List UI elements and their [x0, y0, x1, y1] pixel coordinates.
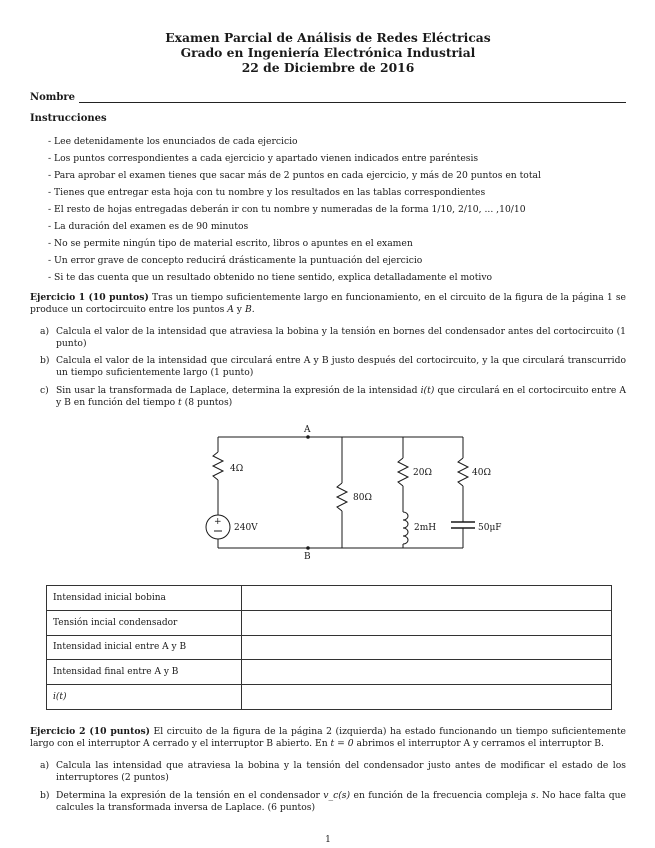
node-b-dot: [306, 546, 310, 550]
point-b: B: [244, 304, 252, 316]
node-a-dot: [306, 435, 310, 439]
instruction-item: - Para aprobar el examen tienes que sacar más de 2 puntos en cada ejercicio, y más de 20 puntos en total: [48, 170, 541, 181]
exercise-1-item-a: [40, 326, 626, 351]
label-2mh: 2mH: [414, 523, 437, 533]
exercise-2-text: El circuito de la figura de la página 2 (izquierda) ha estado funcionando un tiempo suficientemente largo con el interruptor A cerrado y el interruptor B abierto. En: [30, 726, 626, 750]
label-4-ohm: 4Ω: [230, 464, 244, 474]
instruction-item: - La duración del examen es de 90 minutos: [48, 221, 249, 232]
label-50uf: 50μF: [478, 523, 502, 533]
exam-page: [30, 0, 626, 845]
exercise-1-text: .: [251, 304, 255, 316]
label-240v: 240V: [234, 523, 258, 533]
plus-sign: +: [214, 517, 222, 527]
table-row: [47, 685, 612, 710]
name-row: [30, 92, 626, 103]
name-label: Nombre: [30, 92, 76, 103]
instruction-item: - Los puntos correspondientes a cada ejercicio y apartado vienen indicados entre paréntesis: [48, 153, 479, 164]
exercise-1-text: Tras un tiempo suficientemente largo en funcionamiento, en el circuito de la figura de la página 1 se produce un cortocircuito entre los puntos: [30, 292, 626, 316]
exercise-2-item-b: [40, 790, 626, 815]
instructions-list: [48, 133, 628, 286]
result-label: i(t): [47, 685, 242, 710]
table-row: [47, 586, 612, 611]
item-text: Calcula el valor de la intensidad que atraviesa la bobina y la tensión en bornes del condensador antes del cortocircuito (1 punto): [56, 326, 626, 350]
node-b-label: B: [304, 552, 311, 562]
answer-cell[interactable]: [242, 660, 612, 685]
table-row: [47, 610, 612, 635]
exercise-1-item-b: [40, 355, 626, 380]
node-a-label: A: [304, 425, 311, 435]
exercise-1-text: y: [233, 304, 245, 316]
item-label: c): [40, 385, 49, 396]
exercise-2-text: abrimos el interruptor A y cerramos el interruptor B.: [353, 738, 604, 750]
result-label: Tensión incial condensador: [47, 610, 242, 635]
item-label: a): [40, 760, 50, 771]
answer-cell[interactable]: [242, 610, 612, 635]
instruction-item: - Tienes que entregar esta hoja con tu nombre y los resultados en las tablas correspondientes: [48, 187, 486, 198]
item-text: Calcula el valor de la intensidad que circulará entre A y B justo después del cortocircuito, y la que circulará transcurrido un tiempo suficientemente largo (1 punto): [56, 355, 626, 379]
exam-title: Examen Parcial de Análisis de Redes Eléctricas: [165, 30, 491, 45]
result-label: Intensidad inicial entre A y B: [47, 635, 242, 660]
name-line: [79, 92, 626, 103]
resistor-80-ohm: [337, 483, 347, 511]
resistor-20-ohm: [398, 458, 408, 486]
circuit-diagram: [170, 420, 502, 562]
instructions-title: Instrucciones: [30, 113, 107, 124]
instruction-item: - El resto de hojas entregadas deberán ir con tu nombre y numeradas de la forma 1/10, 2/10, ... ,10/10: [48, 204, 526, 215]
answer-cell[interactable]: [242, 685, 612, 710]
label-20-ohm: 20Ω: [413, 468, 432, 478]
resistor-4-ohm: [213, 452, 223, 480]
instruction-item: - Lee detenidamente los enunciados de cada ejercicio: [48, 136, 298, 147]
item-label: b): [40, 355, 50, 366]
page-number: 1: [325, 835, 331, 845]
exam-header: [30, 30, 626, 75]
result-label: Intensidad final entre A y B: [47, 660, 242, 685]
exercise-2-statement: [30, 726, 626, 751]
table-row: [47, 635, 612, 660]
exercise-2-heading: Ejercicio 2 (10 puntos): [30, 726, 150, 737]
item-text: Calcula las intensidad que atraviesa la bobina y la tensión del condensador justo antes de modificar el estado de los interruptores (2 puntos): [56, 760, 626, 784]
point-a: A: [227, 304, 234, 316]
instruction-item: - No se permite ningún tipo de material escrito, libros o apuntes en el examen: [48, 238, 413, 249]
instruction-item: - Un error grave de concepto reducirá drásticamente la puntuación del ejercicio: [48, 255, 423, 266]
exam-date: 22 de Diciembre de 2016: [241, 60, 415, 75]
table-row: [47, 660, 612, 685]
item-text: Determina la expresión de la tensión en el condensador v_c(s) en función de la frecuencia compleja s. No hace falta que calcules la transformada inversa de Laplace. (6 puntos): [56, 790, 626, 814]
math-t0: t = 0: [330, 738, 354, 750]
results-table: [46, 585, 612, 710]
label-40-ohm: 40Ω: [472, 468, 491, 478]
label-80-ohm: 80Ω: [353, 493, 372, 503]
degree-title: Grado en Ingeniería Electrónica Industrial: [180, 45, 476, 60]
exercise-1-item-c: [40, 385, 626, 410]
exercise-1-statement: [30, 292, 626, 317]
exercise-2-item-a: [40, 760, 626, 785]
item-text: Sin usar la transformada de Laplace, determina la expresión de la intensidad i(t) que circulará en el cortocircuito entre A y B en función del tiempo t (8 puntos): [56, 385, 626, 409]
resistor-40-ohm: [458, 458, 468, 486]
answer-cell[interactable]: [242, 586, 612, 611]
exercise-1-heading: Ejercicio 1 (10 puntos): [30, 292, 149, 303]
item-label: a): [40, 326, 50, 337]
item-label: b): [40, 790, 50, 801]
instruction-item: - Si te das cuenta que un resultado obtenido no tiene sentido, explica detalladamente el motivo: [48, 272, 493, 283]
answer-cell[interactable]: [242, 635, 612, 660]
inductor-2mh: [403, 512, 408, 544]
result-label: Intensidad inicial bobina: [47, 586, 242, 611]
